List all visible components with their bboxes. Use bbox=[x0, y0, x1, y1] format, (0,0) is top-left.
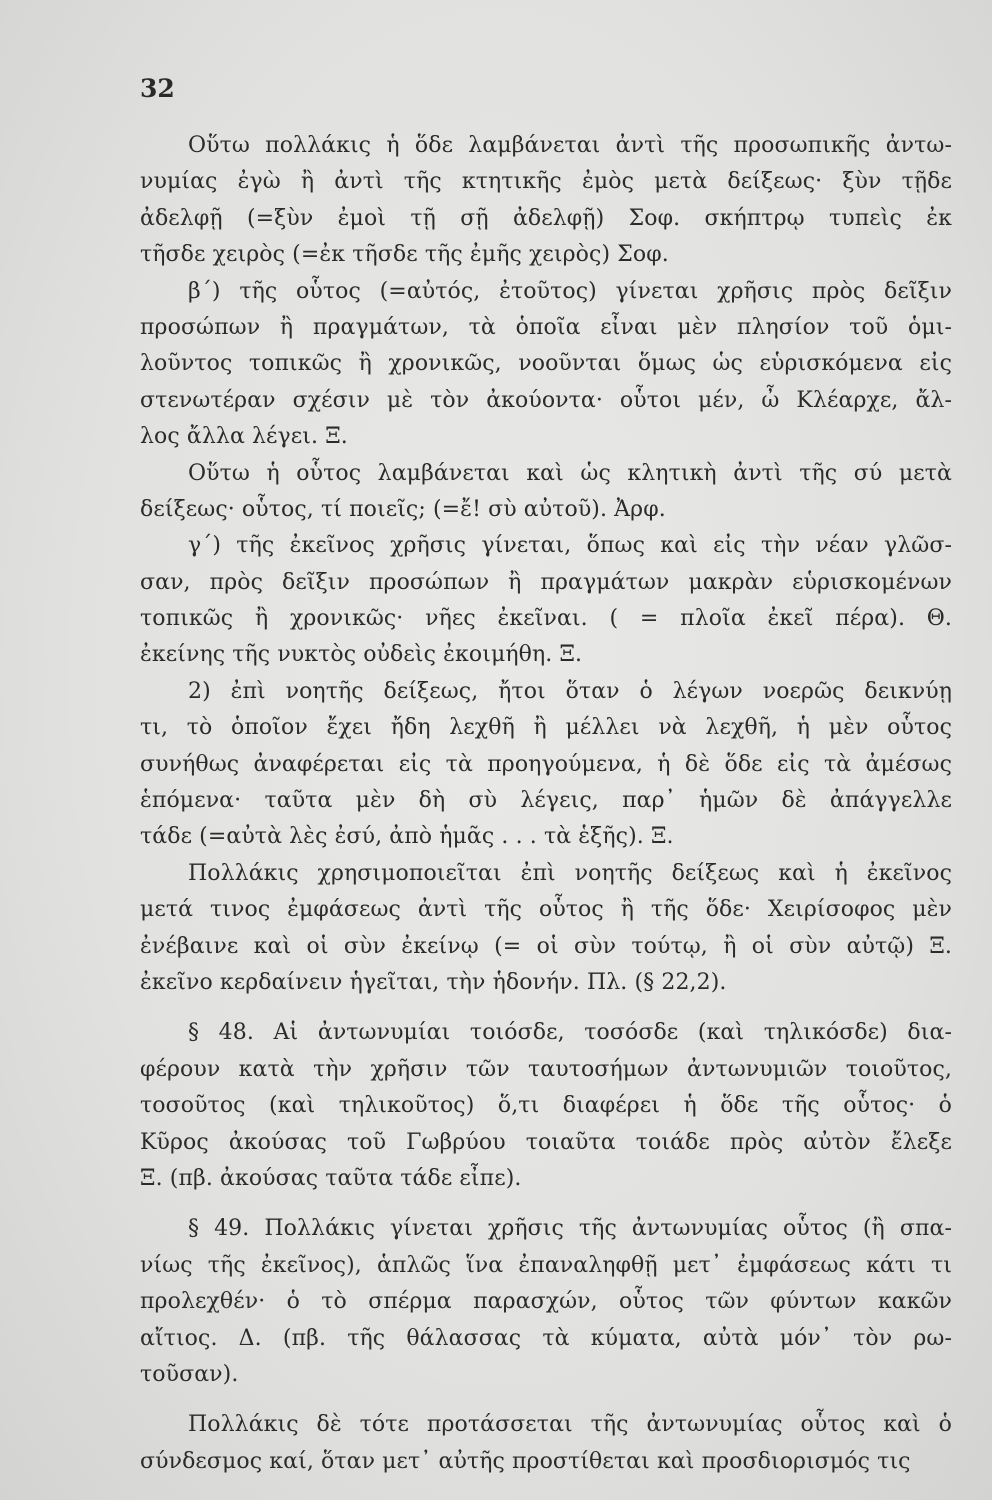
text-line: μετά τινος ἐμφάσεως ἀντὶ τῆς οὗτος ἢ τῆς ὅδε· Χειρίσοφος μὲν bbox=[140, 897, 952, 923]
text-line: ἑπόμενα· ταῦτα μὲν δὴ σὺ λέγεις, παρ᾽ ἡμῶν δὲ ἀπάγγελλε bbox=[140, 788, 952, 814]
text-line: 2) ἐπὶ νοητῆς δείξεως, ἤτοι ὅταν ὁ λέγων νοερῶς δεικνύῃ bbox=[188, 678, 952, 704]
body-text bbox=[140, 128, 952, 1480]
text-line: φέρουν κατὰ τὴν χρῆσιν τῶν ταυτοσήμων ἀντωνυμιῶν τοιοῦτος, bbox=[140, 1056, 952, 1082]
text-line: ἐκείνης τῆς νυκτὸς οὐδεὶς ἐκοιμήθη. Ξ. bbox=[140, 642, 583, 668]
text-line: § 49. Πολλάκις γίνεται χρῆσις τῆς ἀντωνυμίας οὗτος (ἢ σπα- bbox=[188, 1216, 952, 1242]
text-line: τάδε (=αὐτὰ λὲς ἐσύ, ἀπὸ ἡμᾶς . . . τὰ ἑξῆς). Ξ. bbox=[140, 824, 674, 850]
text-line: ἐκεῖνο κερδαίνειν ἡγεῖται, τὴν ἡδονήν. Πλ. (§ 22,2). bbox=[140, 969, 727, 995]
text-line: σύνδεσμος καί, ὅταν μετ᾽ αὐτῆς προστίθεται καὶ προσδιορισμός τις bbox=[140, 1448, 911, 1474]
text-line: Κῦρος ἀκούσας τοῦ Γωβρύου τοιαῦτα τοιάδε πρὸς αὐτὸν ἔλεξε bbox=[140, 1129, 952, 1155]
text-line: β΄) τῆς οὗτος (=αὐτός, ἐτοῦτος) γίνεται χρῆσις πρὸς δεῖξιν bbox=[188, 278, 952, 304]
text-line: νίως τῆς ἐκεῖνος), ἁπλῶς ἵνα ἐπαναληφθῇ μετ᾽ ἐμφάσεως κάτι τι bbox=[140, 1252, 952, 1278]
text-line: προλεχθέν· ὁ τὸ σπέρμα παρασχών, οὗτος τῶν φύντων κακῶν bbox=[140, 1289, 952, 1315]
text-line: τοπικῶς ἢ χρονικῶς· νῆες ἐκεῖναι. ( = πλοῖα ἐκεῖ πέρα). Θ. bbox=[140, 606, 952, 632]
text-line: Οὕτω πολλάκις ἡ ὅδε λαμβάνεται ἀντὶ τῆς προσωπικῆς ἀντω- bbox=[188, 133, 952, 158]
text-line: Πολλάκις χρησιμοποιεῖται ἐπὶ νοητῆς δείξεως καὶ ἡ ἐκεῖνος bbox=[188, 860, 952, 886]
text-line: ἐνέβαινε καὶ οἱ σὺν ἐκείνῳ (= οἱ σὺν τούτῳ, ἢ οἱ σὺν αὐτῷ) Ξ. bbox=[140, 933, 952, 959]
text-line: δείξεως· οὗτος, τί ποιεῖς; (=ἔ! σὺ αὐτοῦ). Ἀρφ. bbox=[140, 496, 666, 522]
text-line: Ξ. (πβ. ἀκούσας ταῦτα τάδε εἶπε). bbox=[140, 1165, 522, 1191]
text-line: νυμίας ἐγὼ ἢ ἀντὶ τῆς κτητικῆς ἐμὸς μετὰ δείξεως· ξὺν τῇδε bbox=[140, 169, 952, 195]
text-line: § 48. Αἱ ἀντωνυμίαι τοιόσδε, τοσόσδε (καὶ τηλικόσδε) δια- bbox=[188, 1020, 952, 1046]
text-line: λοῦντος τοπικῶς ἢ χρονικῶς, νοοῦνται ὅμως ὡς εὑρισκόμενα εἰς bbox=[140, 351, 952, 377]
text-line: σαν, πρὸς δεῖξιν προσώπων ἢ πραγμάτων μακρὰν εὑρισκομένων bbox=[140, 569, 952, 595]
text-line: αἴτιος. Δ. (πβ. τῆς θάλασσας τὰ κύματα, αὐτὰ μόν᾽ τὸν ρω- bbox=[140, 1325, 952, 1351]
text-line: στενωτέραν σχέσιν μὲ τὸν ἀκούοντα· οὗτοι μέν, ὦ Κλέαρχε, ἄλ- bbox=[140, 387, 952, 413]
text-line: συνήθως ἀναφέρεται εἰς τὰ προηγούμενα, ἡ δὲ ὅδε εἰς τὰ ἀμέσως bbox=[140, 751, 952, 777]
text-line: Πολλάκις δὲ τότε προτάσσεται τῆς ἀντωνυμίας οὗτος καὶ ὁ bbox=[188, 1412, 952, 1438]
text-line: ἀδελφῇ (=ξὺν ἐμοὶ τῇ σῇ ἀδελφῇ) Σοφ. σκήπτρῳ τυπεὶς ἐκ bbox=[140, 205, 952, 231]
text-line: τῆσδε χειρὸς (=ἐκ τῆσδε τῆς ἐμῆς χειρὸς) Σοφ. bbox=[140, 242, 669, 268]
text-line: τοσοῦτος (καὶ τηλικοῦτος) ὅ,τι διαφέρει ἡ ὅδε τῆς οὗτος· ὁ bbox=[140, 1093, 952, 1119]
page-number: 32 bbox=[140, 74, 175, 103]
text-line: προσώπων ἢ πραγμάτων, τὰ ὁποῖα εἶναι μὲν πλησίον τοῦ ὁμι- bbox=[140, 314, 952, 340]
text-line: τοῦσαν). bbox=[140, 1361, 239, 1387]
text-line: γ΄) τῆς ἐκεῖνος χρῆσις γίνεται, ὅπως καὶ εἰς τὴν νέαν γλῶσ- bbox=[188, 533, 952, 559]
text-line: Οὕτω ἡ οὗτος λαμβάνεται καὶ ὡς κλητικὴ ἀντὶ τῆς σύ μετὰ bbox=[188, 460, 952, 486]
text-line: τι, τὸ ὁποῖον ἔχει ἤδη λεχθῆ ἢ μέλλει νὰ λεχθῆ, ἡ μὲν οὗτος bbox=[140, 715, 952, 741]
text-line: λος ἄλλα λέγει. Ξ. bbox=[140, 424, 348, 450]
